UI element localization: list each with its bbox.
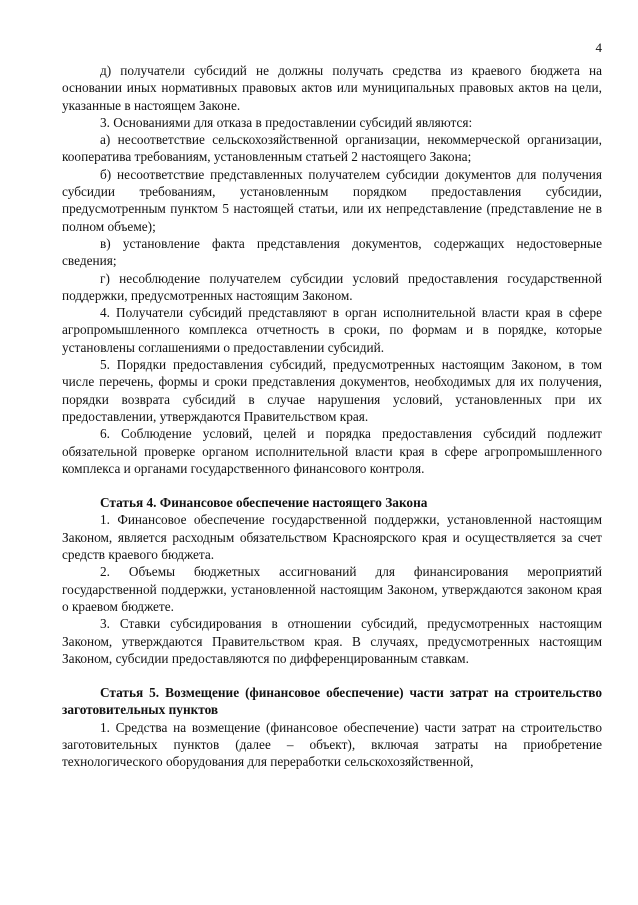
page-number: 4 [595, 40, 602, 55]
paragraph-3-5: 5. Порядки предоставления субсидий, предусмотренных настоящим Законом, в том числе перечень, формы и сроки представления документов, необходимых для их получения, порядки возврата субсидий в случае нарушения условий, установленных при их предоставлении, утверждаются Правительством края. [62, 357, 602, 424]
paragraph-4-2: 2. Объемы бюджетных ассигнований для финансирования мероприятий государственной поддержки, установленной настоящим Законом, утверждаются законом края о краевом бюджете. [62, 564, 602, 614]
paragraph-3-3-v: в) установление факта представления документов, содержащих недостоверные сведения; [62, 235, 602, 269]
paragraph-4-1: 1. Финансовое обеспечение государственной поддержки, установленной настоящим Законом, является расходным обязательством Красноярского края и осуществляется за счет средств краевого бюджета. [62, 512, 602, 563]
paragraph-3-3-g: г) несоблюдение получателем субсидии условий предоставления государственной поддержки, предусмотренных настоящим Законом. [62, 270, 602, 303]
article-5-heading: Статья 5. Возмещение (финансовое обеспечение) части затрат на строительство заготовительных пунктов [62, 685, 602, 718]
section-spacer [62, 667, 602, 684]
paragraph-3-3-a: а) несоответствие сельскохозяйственной организации, некоммерческой организации, кооператива требованиям, установленным статьей 2 настоящего Закона; [62, 132, 602, 165]
section-spacer [62, 477, 602, 494]
paragraph-3-3: 3. Основаниями для отказа в предоставлении субсидий являются: [100, 114, 473, 130]
paragraph-3-3-b: б) несоответствие представленных получателем субсидии документов для получения субсидии требованиям, установленным порядком предоставления субсидии, предусмотренным пунктом 5 настоящей статьи, или их непредставление (представление не в полном объеме); [62, 166, 602, 234]
document-body [62, 62, 602, 771]
paragraph-5-1: 1. Средства на возмещение (финансовое обеспечение) части затрат на строительство заготовительных пунктов (далее – объект), включая затраты на приобретение технологического оборудования для переработки сельскохозяйственной, [62, 719, 602, 770]
article-4-heading: Статья 4. Финансовое обеспечение настоящего Закона [100, 495, 428, 511]
paragraph-3-6: 6. Соблюдение условий, целей и порядка предоставления субсидий подлежит обязательной проверке органом исполнительной власти края в сфере агропромышленного комплекса и органами государственного финансового контроля. [62, 426, 602, 476]
paragraph-3-4: 4. Получатели субсидий представляют в орган исполнительной власти края в сфере агропромышленного комплекса отчетность в сроки, по формам и в порядке, которые установлены соглашениями о предоставлении субсидий. [62, 305, 602, 355]
paragraph-4-3: 3. Ставки субсидирования в отношении субсидий, предусмотренных настоящим Законом, утверждаются Правительством края. В случаях, предусмотренных настоящим Законом, субсидии предоставляются по дифференцированным ставкам. [62, 616, 602, 666]
paragraph-3-1-d: д) получатели субсидий не должны получать средства из краевого бюджета на основании иных нормативных правовых актов или муниципальных правовых актов на цели, указанные в настоящем Законе. [62, 63, 602, 113]
